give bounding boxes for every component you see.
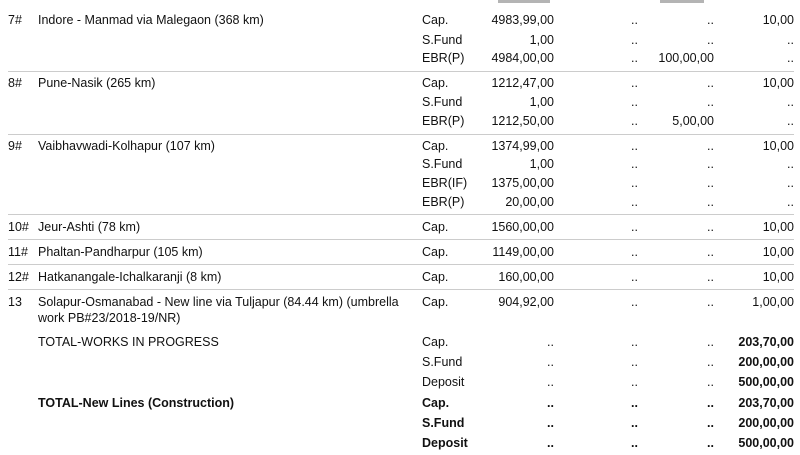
column-4-value: .. [707, 33, 714, 47]
table-row [0, 156, 800, 176]
table-row [0, 94, 800, 114]
row-description: Indore - Manmad via Malegaon (368 km) [38, 13, 264, 27]
column-3-value: .. [631, 13, 638, 27]
amount-value: .. [547, 375, 554, 389]
amount-value: .. [547, 436, 554, 450]
column-4-value: .. [707, 270, 714, 284]
column-4-value: .. [707, 76, 714, 90]
total-row [0, 334, 800, 354]
column-4-value: .. [707, 195, 714, 209]
row-divider [8, 289, 794, 290]
amount-value: .. [547, 355, 554, 369]
amount-value: 4983,99,00 [491, 13, 554, 27]
row-divider [8, 71, 794, 72]
column-3-value: .. [631, 51, 638, 65]
row-divider [8, 214, 794, 215]
fund-head: S.Fund [422, 416, 465, 430]
row-description: Hatkanangale-Ichalkaranji (8 km) [38, 270, 222, 284]
column-3-value: .. [631, 157, 638, 171]
row-divider [8, 134, 794, 135]
column-3-value: .. [631, 76, 638, 90]
column-4-value: .. [707, 436, 714, 450]
table-row [0, 138, 800, 158]
amount-value: 1560,00,00 [491, 220, 554, 234]
amount-value: 904,92,00 [498, 295, 554, 309]
column-3-value: .. [631, 33, 638, 47]
row-description: Solapur-Osmanabad - New line via Tuljapur (84.44 km) (umbrella work PB#23/2018-19/NR) [38, 295, 399, 325]
column-5-value: 10,00 [762, 220, 794, 234]
column-5-value: .. [787, 51, 794, 65]
row-number: 8# [8, 76, 22, 90]
column-3-value: .. [631, 220, 638, 234]
column-3-value: .. [631, 195, 638, 209]
row-number: 11# [8, 245, 28, 259]
column-3-value: .. [631, 139, 638, 153]
column-4-value: .. [707, 176, 714, 190]
column-5-value: .. [787, 176, 794, 190]
amount-value: 1,00 [529, 95, 554, 109]
column-5-value: 500,00,00 [738, 436, 794, 450]
column-4-value: .. [707, 335, 714, 349]
amount-value: 1,00 [529, 33, 554, 47]
column-3-value: .. [631, 396, 638, 410]
fund-head: EBR(P) [422, 195, 465, 209]
fund-head: Cap. [422, 245, 449, 259]
column-5-value: 10,00 [762, 76, 794, 90]
column-5-value: 10,00 [762, 139, 794, 153]
fund-head: S.Fund [422, 95, 463, 109]
column-5-value: 203,70,00 [738, 396, 794, 410]
fund-head: Cap. [422, 270, 449, 284]
fund-head: Cap. [422, 13, 449, 27]
row-number: 7# [8, 13, 22, 27]
grand-total-row [0, 415, 800, 435]
grand-total-row [0, 395, 800, 415]
fund-head: Cap. [422, 295, 449, 309]
column-3-value: .. [631, 335, 638, 349]
table-row [0, 269, 800, 289]
column-4-value: .. [707, 13, 714, 27]
fund-head: Deposit [422, 436, 468, 450]
column-5-value: .. [787, 95, 794, 109]
column-5-value: 10,00 [762, 270, 794, 284]
total-row [0, 354, 800, 374]
fund-head: Cap. [422, 335, 449, 349]
row-number: 9# [8, 139, 22, 153]
fund-head: Cap. [422, 220, 449, 234]
column-5-value: 200,00,00 [738, 355, 794, 369]
table-row [0, 50, 800, 70]
fund-head: EBR(P) [422, 51, 465, 65]
table-row [0, 244, 800, 264]
fund-head: EBR(IF) [422, 176, 468, 190]
table-row [0, 194, 800, 214]
amount-value: 1212,47,00 [491, 76, 554, 90]
grand-total-row [0, 435, 800, 455]
column-5-value: .. [787, 195, 794, 209]
row-description: Vaibhavwadi-Kolhapur (107 km) [38, 139, 215, 153]
cropped-text-fragment [498, 0, 550, 3]
fund-head: S.Fund [422, 33, 463, 47]
column-4-value: 100,00,00 [658, 51, 714, 65]
column-4-value: .. [707, 396, 714, 410]
column-3-value: .. [631, 295, 638, 309]
table-row [0, 12, 800, 32]
column-5-value: .. [787, 114, 794, 128]
total-row [0, 374, 800, 394]
column-3-value: .. [631, 114, 638, 128]
row-number: 13 [8, 295, 22, 309]
row-description: Phaltan-Pandharpur (105 km) [38, 245, 203, 259]
column-3-value: .. [631, 95, 638, 109]
column-5-value: 10,00 [762, 13, 794, 27]
column-4-value: .. [707, 139, 714, 153]
amount-value: 1375,00,00 [491, 176, 554, 190]
column-3-value: .. [631, 176, 638, 190]
column-5-value: 200,00,00 [738, 416, 794, 430]
table-row [0, 294, 800, 330]
row-divider [8, 239, 794, 240]
column-5-value: 203,70,00 [738, 335, 794, 349]
row-number: 12# [8, 270, 29, 284]
table-row [0, 75, 800, 95]
column-5-value: .. [787, 157, 794, 171]
fund-head: Cap. [422, 396, 450, 410]
amount-value: 1,00 [529, 157, 554, 171]
amount-value: .. [547, 416, 554, 430]
column-5-value: 500,00,00 [738, 375, 794, 389]
column-4-value: .. [707, 220, 714, 234]
fund-head: Cap. [422, 76, 449, 90]
row-number: 10# [8, 220, 29, 234]
column-4-value: .. [707, 95, 714, 109]
column-4-value: .. [707, 245, 714, 259]
column-3-value: .. [631, 416, 638, 430]
table-row [0, 219, 800, 239]
column-3-value: .. [631, 245, 638, 259]
fund-head: S.Fund [422, 355, 463, 369]
column-4-value: .. [707, 157, 714, 171]
row-description: Jeur-Ashti (78 km) [38, 220, 141, 234]
column-4-value: .. [707, 416, 714, 430]
fund-head: Cap. [422, 139, 449, 153]
column-3-value: .. [631, 355, 638, 369]
amount-value: 1149,00,00 [492, 245, 554, 259]
column-4-value: .. [707, 355, 714, 369]
cropped-text-fragment [660, 0, 704, 3]
amount-value: 160,00,00 [498, 270, 554, 284]
column-5-value: 10,00 [762, 245, 794, 259]
total-label: TOTAL-New Lines (Construction) [38, 396, 235, 410]
column-3-value: .. [631, 436, 638, 450]
table-row [0, 175, 800, 195]
table-row [0, 32, 800, 52]
amount-value: .. [547, 396, 554, 410]
fund-head: EBR(P) [422, 114, 465, 128]
column-4-value: .. [707, 375, 714, 389]
table-row [0, 113, 800, 133]
amount-value: 4984,00,00 [491, 51, 554, 65]
amount-value: 1212,50,00 [491, 114, 554, 128]
column-3-value: .. [631, 375, 638, 389]
column-5-value: 1,00,00 [752, 295, 794, 309]
column-4-value: 5,00,00 [672, 114, 714, 128]
fund-head: Deposit [422, 375, 465, 389]
column-5-value: .. [787, 33, 794, 47]
column-4-value: .. [707, 295, 714, 309]
amount-value: 20,00,00 [505, 195, 554, 209]
row-description: Pune-Nasik (265 km) [38, 76, 156, 90]
column-3-value: .. [631, 270, 638, 284]
total-label: TOTAL-WORKS IN PROGRESS [38, 335, 219, 349]
fund-head: S.Fund [422, 157, 463, 171]
row-divider [8, 264, 794, 265]
amount-value: .. [547, 335, 554, 349]
amount-value: 1374,99,00 [491, 139, 554, 153]
